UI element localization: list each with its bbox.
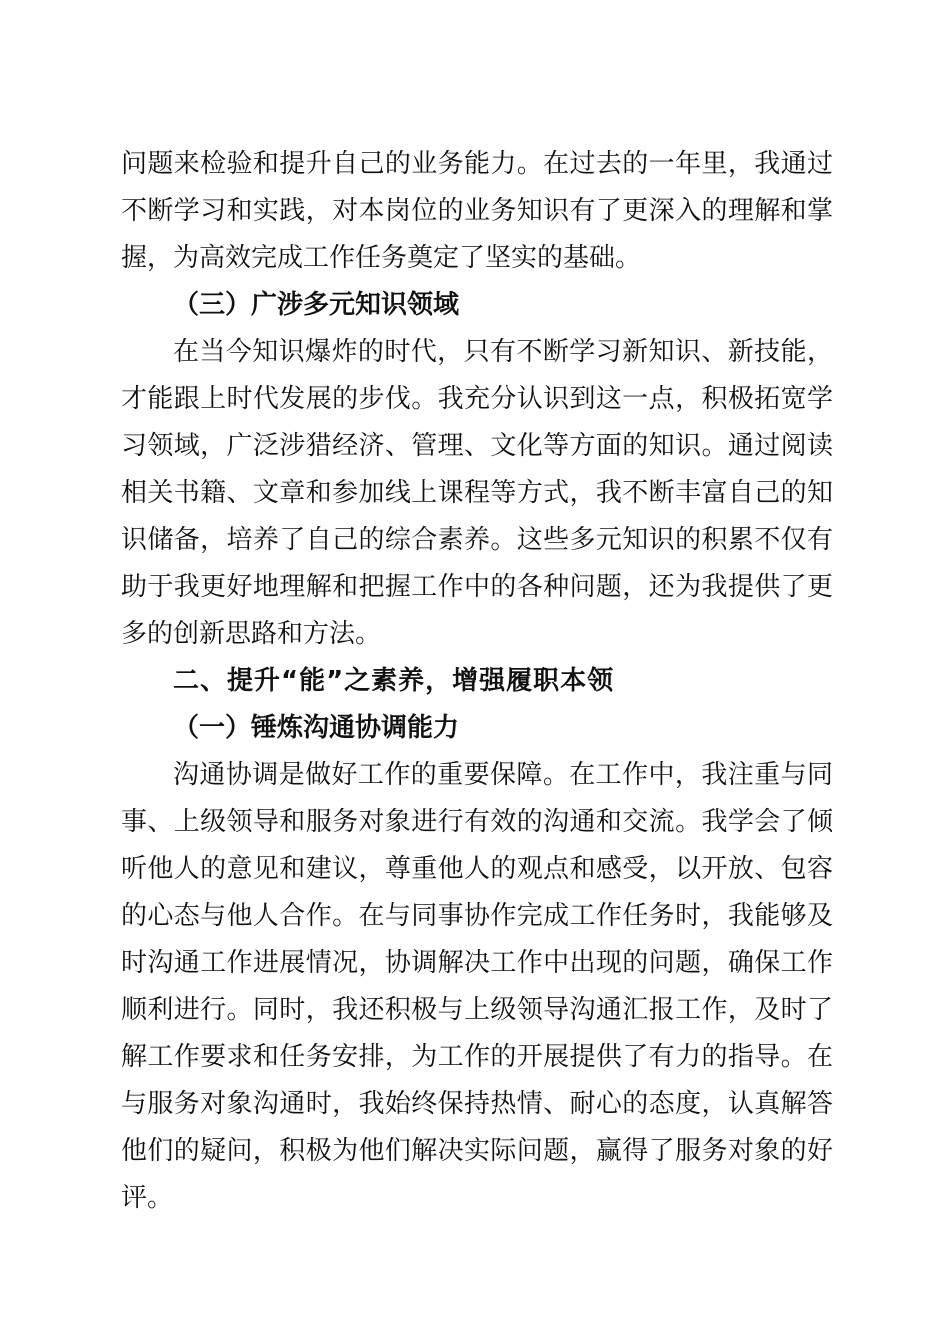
paragraph-line: 多的创新思路和方法。	[121, 619, 382, 649]
paragraph-line: 的心态与他人合作。在与同事协作完成工作任务时，我能够及	[121, 901, 833, 931]
paragraph-line: 解工作要求和任务安排，为工作的开展提供了有力的指导。在	[121, 1042, 833, 1072]
document-body	[121, 141, 833, 1222]
paragraph-line: 听他人的意见和建议，尊重他人的观点和感受，以开放、包容	[121, 854, 833, 884]
paragraph-line: 才能跟上时代发展的步伐。我充分认识到这一点，积极拓宽学	[121, 384, 833, 414]
paragraph-line: 沟通协调是做好工作的重要保障。在工作中，我注重与同	[173, 760, 833, 790]
paragraph-line: 握，为高效完成工作任务奠定了坚实的基础。	[121, 243, 642, 273]
section-heading: （一）锤炼沟通协调能力	[173, 713, 460, 743]
paragraph-line: 他们的疑问，积极为他们解决实际问题，赢得了服务对象的好	[121, 1136, 833, 1166]
paragraph-line: 与服务对象沟通时，我始终保持热情、耐心的态度，认真解答	[121, 1089, 833, 1119]
section-heading: （三）广涉多元知识领域	[173, 290, 460, 320]
paragraph-line: 相关书籍、文章和参加线上课程等方式，我不断丰富自己的知	[121, 478, 833, 508]
paragraph-line: 时沟通工作进展情况，协调解决工作中出现的问题，确保工作	[121, 948, 833, 978]
paragraph-line: 不断学习和实践，对本岗位的业务知识有了更深入的理解和掌	[121, 196, 833, 226]
paragraph-line: 助于我更好地理解和把握工作中的各种问题，还为我提供了更	[121, 572, 833, 602]
paragraph-line: 事、上级领导和服务对象进行有效的沟通和交流。我学会了倾	[121, 807, 833, 837]
paragraph-line: 评。	[121, 1183, 174, 1213]
paragraph-line: 习领域，广泛涉猎经济、管理、文化等方面的知识。通过阅读	[121, 431, 833, 461]
paragraph-line: 识储备，培养了自己的综合素养。这些多元知识的积累不仅有	[121, 525, 833, 555]
paragraph-line: 顺利进行。同时，我还积极与上级领导沟通汇报工作，及时了	[121, 995, 833, 1025]
paragraph-line: 问题来检验和提升自己的业务能力。在过去的一年里，我通过	[121, 149, 833, 179]
part-heading: 二、提升“能”之素养，增强履职本领	[173, 666, 615, 696]
paragraph-line: 在当今知识爆炸的时代，只有不断学习新知识、新技能，	[173, 337, 833, 367]
